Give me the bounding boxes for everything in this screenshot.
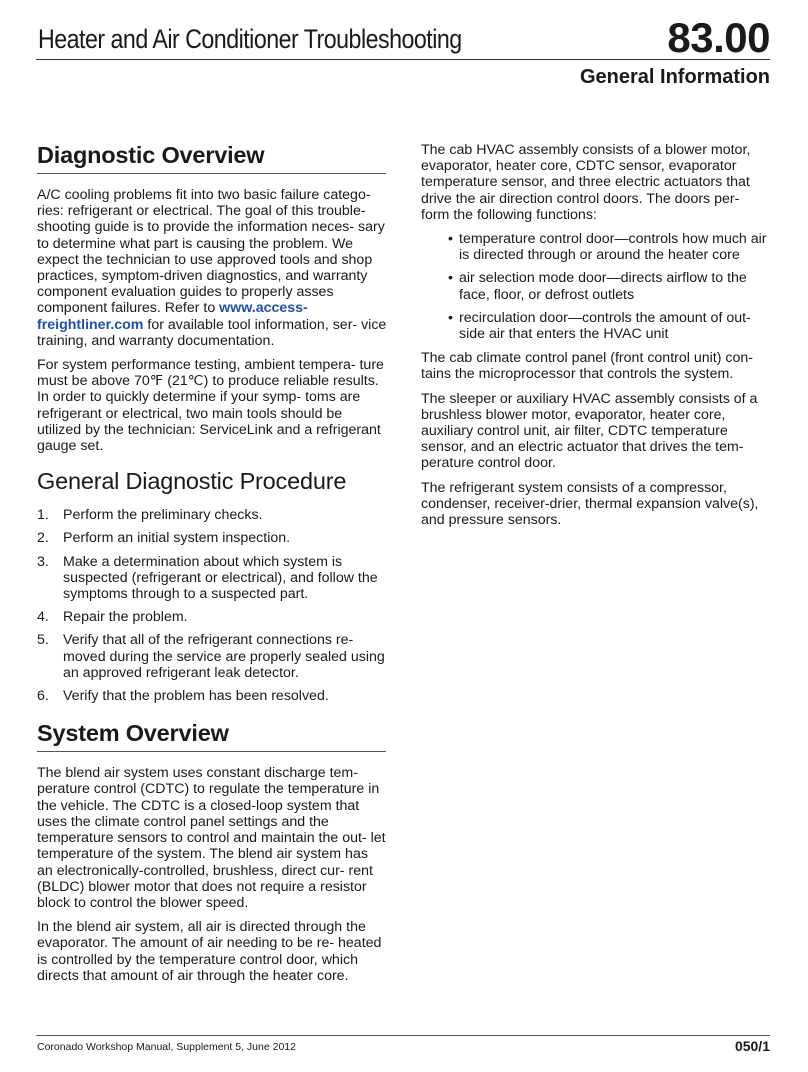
procedure-step — [37, 632, 387, 681]
header-rule — [36, 59, 770, 60]
page-title: Heater and Air Conditioner Troubleshooting — [38, 24, 462, 54]
list-item — [421, 270, 771, 302]
paragraph-text: for available tool information, ser- vice training, and warranty documentation. — [37, 316, 387, 349]
sleeper-hvac-paragraph: The sleeper or auxiliary HVAC assembly consists of a brushless blower motor, evaporator, heater core, auxiliary control unit, air filter, CDTC temperature sensor, and an electric actuator that drives the tem- perature control door. — [421, 390, 758, 472]
page-number: 050/1 — [734, 1038, 770, 1054]
list-item — [421, 310, 771, 342]
step-text: Perform the preliminary checks. — [63, 507, 263, 524]
general-procedure-heading: General Diagnostic Procedure — [37, 468, 347, 495]
system-overview-heading: System Overview — [37, 720, 229, 747]
procedure-steps — [37, 507, 387, 704]
section-number: 83.00 — [667, 14, 770, 61]
list-item-text: temperature control door—controls how much air is directed through or around the heater core — [459, 231, 767, 264]
procedure-step — [37, 609, 387, 625]
procedure-step — [37, 530, 387, 546]
cab-hvac-paragraph: The cab HVAC assembly consists of a blower motor, evaporator, heater core, CDTC sensor, evaporator temperature sensor, and three electric actuators that drive the air direction control doors. The doors per- form the following functions: — [421, 142, 751, 223]
procedure-step — [37, 554, 387, 603]
bullet-icon: • — [448, 270, 453, 287]
left-column — [37, 142, 387, 992]
refrigerant-system-paragraph: The refrigerant system consists of a compressor, condenser, receiver-drier, thermal expansion valve(s), and pressure sensors. — [421, 479, 759, 529]
door-functions-list — [421, 231, 771, 342]
step-number: 5. — [37, 632, 49, 649]
system-overview-paragraph-1: The blend air system uses constant discharge tem- perature control (CDTC) to regulate the temperature in the vehicle. The CDTC is a closed-loop system that uses the climate control panel settings and the temperature sensors to control and maintain the out- let temperature of the system. The blend air system has an electronically-controlled, brushless, direct cur- rent (BLDC) blower motor that does not require a resistor block to control the blower speed. — [37, 765, 386, 911]
freightliner-link[interactable]: www.access- freightliner.com — [37, 300, 308, 333]
heading-rule — [37, 751, 386, 752]
list-item — [421, 231, 771, 263]
footer-rule — [36, 1035, 770, 1036]
section-subtitle: General Information — [579, 66, 770, 88]
step-number: 4. — [37, 609, 49, 626]
step-number: 3. — [37, 553, 49, 570]
procedure-step — [37, 688, 387, 704]
spacer — [37, 495, 387, 507]
step-text: Make a determination about which system is suspected (refrigerant or electrical), and follow the symptoms through to a suspected part. — [63, 553, 378, 603]
system-overview-paragraph-2: In the blend air system, all air is directed through the evaporator. The amount of air needing to be re- heated is controlled by the temperature control door, which directs that amount of air through the heater core. — [37, 919, 382, 984]
control-panel-paragraph: The cab climate control panel (front control unit) con- tains the microprocessor that controls the system. — [421, 350, 753, 383]
list-item-text: air selection mode door—directs airflow to the face, floor, or defrost outlets — [459, 270, 747, 303]
step-number: 6. — [37, 688, 49, 705]
step-number: 2. — [37, 530, 49, 547]
bullet-icon: • — [448, 309, 453, 326]
procedure-step — [37, 507, 387, 523]
list-item-text: recirculation door—controls the amount of out- side air that enters the HVAC unit — [459, 309, 751, 343]
bullet-icon: • — [448, 231, 453, 248]
paragraph-text: A/C cooling problems fit into two basic failure catego- ries: refrigerant or electrical. The goal of this trouble- shooting guide is to provide the information neces- sary to determine what part is causing the problem. We expect the technician to use approved tools and shop practices, symptom-driven diagnostics, and warranty component evaluation guides to properly asses component failures. Refer to — [37, 187, 385, 317]
diagnostic-overview-paragraph-2: For system performance testing, ambient tempera- ture must be above 70℉ (21℃) to produce reliable results. In order to quickly determine if your symp- toms are refrigerant or electrical, two main tools should be utilized by the technician: ServiceLink and a refrigerant gauge set. — [37, 357, 384, 455]
step-text: Verify that the problem has been resolved. — [63, 688, 329, 705]
diagnostic-overview-paragraph-1 — [37, 187, 387, 349]
step-text: Verify that all of the refrigerant connections re- moved during the service are properly sealed using an approved refrigerant leak detector. — [63, 632, 385, 681]
step-text: Perform an initial system inspection. — [63, 530, 291, 547]
step-text: Repair the problem. — [63, 609, 188, 626]
right-column — [421, 142, 771, 536]
footer-manual-info: Coronado Workshop Manual, Supplement 5, June 2012 — [37, 1041, 296, 1053]
heading-rule — [37, 173, 386, 174]
step-number: 1. — [37, 507, 49, 524]
diagnostic-overview-heading: Diagnostic Overview — [37, 142, 265, 168]
